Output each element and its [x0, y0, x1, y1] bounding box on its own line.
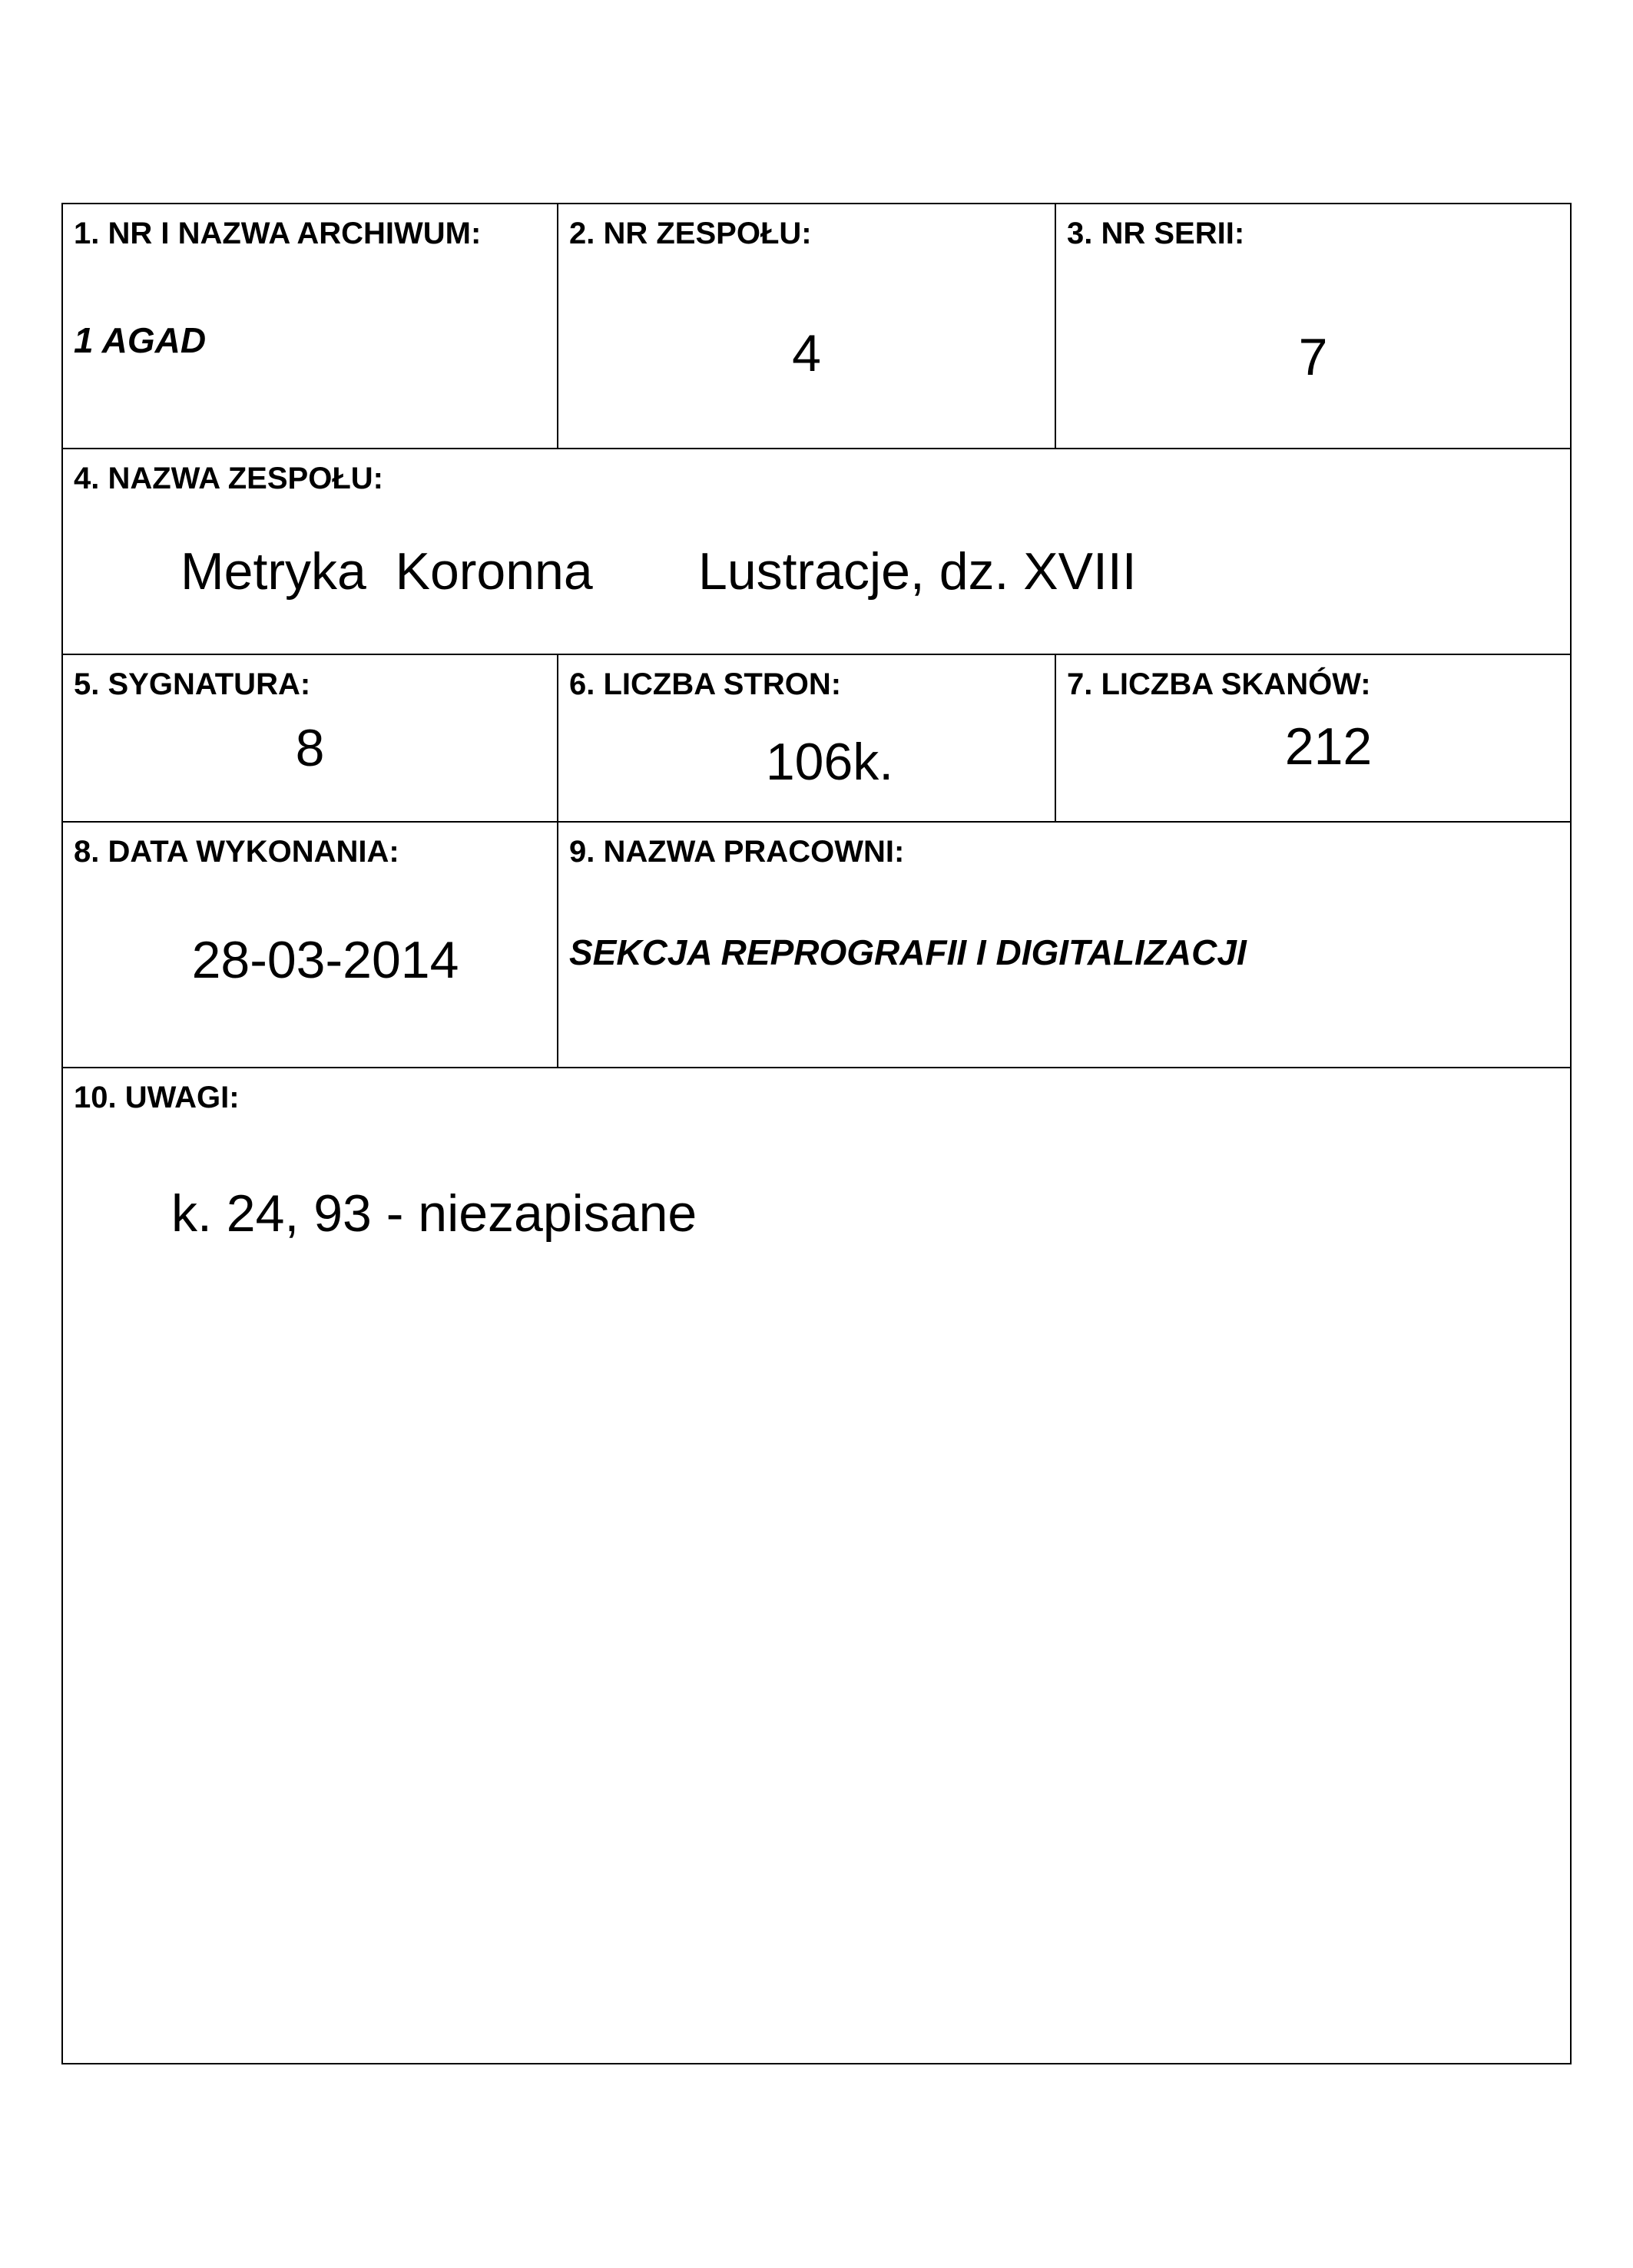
page-count-cell	[558, 655, 1056, 823]
scan-count-value: 212	[1284, 717, 1373, 776]
date-value: 28-03-2014	[191, 931, 459, 989]
scan-count-label: 7. LICZBA SKANÓW:	[1067, 667, 1371, 701]
signature-value: 8	[295, 719, 325, 777]
signature-label: 5. SYGNATURA:	[74, 667, 311, 701]
fonds-number-label: 2. NR ZESPOŁU:	[569, 217, 812, 250]
scan-count-cell	[1056, 655, 1570, 823]
fonds-name-label: 4. NAZWA ZESPOŁU:	[74, 462, 383, 495]
workshop-value: SEKCJA REPROGRAFII I DIGITALIZACJI	[569, 932, 1247, 972]
fonds-number-value: 4	[792, 324, 821, 382]
date-label: 8. DATA WYKONANIA:	[74, 835, 399, 869]
series-number-label: 3. NR SERII:	[1067, 217, 1245, 250]
fonds-name-value-part1: Metryka Koronna	[181, 542, 593, 601]
archive-label: 1. NR I NAZWA ARCHIWUM:	[74, 217, 482, 250]
remarks-label: 10. UWAGI:	[74, 1081, 240, 1114]
workshop-label: 9. NAZWA PRACOWNI:	[569, 835, 905, 869]
metadata-form	[61, 203, 1572, 2064]
workshop-cell	[558, 823, 1570, 1068]
series-number-value: 7	[1298, 328, 1328, 386]
date-cell	[63, 823, 558, 1068]
series-number-cell	[1056, 204, 1570, 449]
archive-cell	[63, 204, 558, 449]
archive-value: 1 AGAD	[74, 320, 207, 360]
page-count-value: 106k.	[765, 733, 894, 791]
remarks-cell	[63, 1068, 1570, 2063]
fonds-name-value-part2: Lustracje, dz. XVIII	[698, 542, 1137, 601]
page-count-label: 6. LICZBA STRON:	[569, 667, 842, 701]
signature-cell	[63, 655, 558, 823]
remarks-value: k. 24, 93 - niezapisane	[171, 1184, 697, 1243]
fonds-name-cell	[63, 449, 1570, 655]
fonds-number-cell	[558, 204, 1056, 449]
